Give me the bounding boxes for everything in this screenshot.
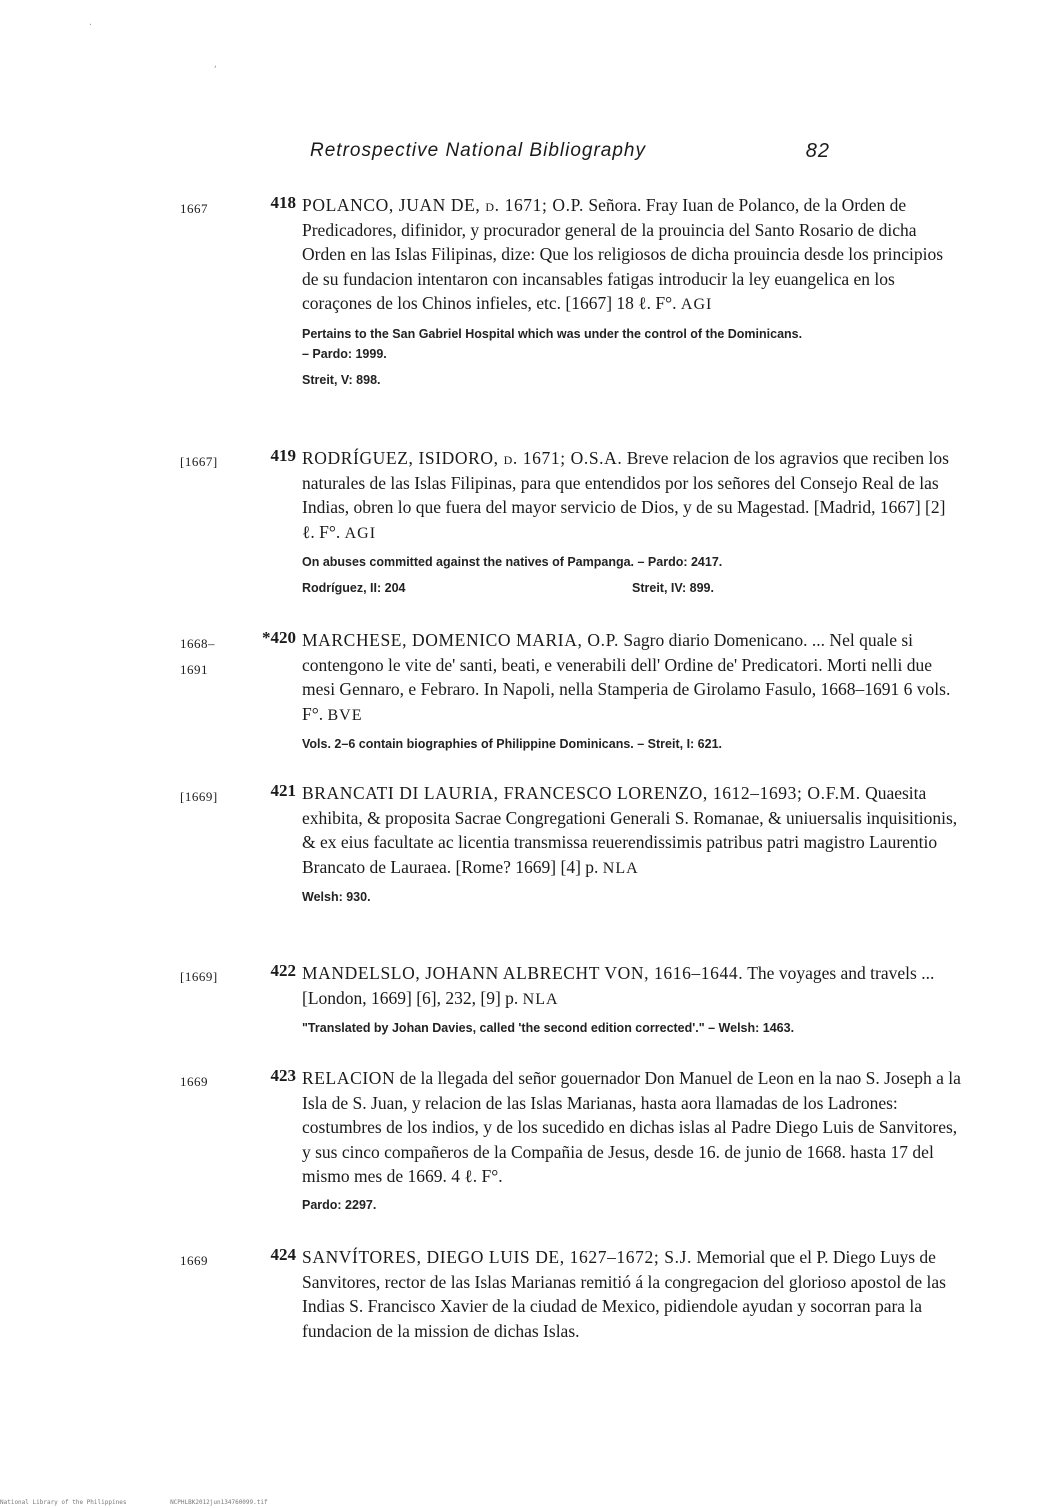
- entry-author: RODRÍGUEZ, ISIDORO, d. 1671; O.S.A.: [302, 448, 623, 468]
- entry-citation: [302, 961, 962, 1012]
- entry-author: POLANCO, JUAN DE, d. 1671; O.P.: [302, 195, 585, 215]
- scan-footer: [0, 1499, 268, 1506]
- entry-reference: Streit, V: 898.: [302, 372, 381, 387]
- entry-text: Memorial que el P. Diego Luys de Sanvitores, rector de las Islas Marianas remitió á la congregacion del glorioso apostol de las Indias S. Francisco Xavier de la ciudad de Mexico, pidiendole ayudan y socorran para la fundacion de la mission de dichas Islas.: [302, 1247, 946, 1341]
- entry-note: "Translated by Johan Davies, called 'the second edition corrected'." – Welsh: 1463.: [302, 1021, 795, 1035]
- entry-citation: [302, 628, 962, 728]
- entry-citation: [302, 446, 962, 546]
- entry-419: [180, 446, 980, 598]
- entry-421: [180, 781, 980, 907]
- entry-text: Quaesita exhibita, & proposita Sacrae Congregationi Generali S. Romanae, & uniuersalis inquisitionis, & ex eius facultate ac licentia transmissa reuerendissimis patribus patri magistro Laurentio Brancato de Lauraea. [Rome? 1669] [4] p.: [302, 783, 958, 877]
- entry-date: 1669: [180, 1253, 208, 1268]
- entry-number: *420: [262, 628, 296, 647]
- entry-number: 423: [270, 1066, 296, 1085]
- entry-date: [1669]: [180, 789, 218, 804]
- entry-number: 424: [270, 1245, 296, 1264]
- entry-424: [180, 1245, 980, 1343]
- entry-author: SANVÍTORES, DIEGO LUIS DE, 1627–1672; S.J.: [302, 1247, 692, 1267]
- entry-date: 1667: [180, 201, 208, 216]
- entry-author: RELACION: [302, 1068, 396, 1088]
- entry-note-line: Pertains to the San Gabriel Hospital which was under the control of the Dominicans.: [302, 326, 803, 341]
- entry-location: BVE: [327, 706, 363, 724]
- entry-date-end: 1691: [180, 662, 208, 677]
- entry-references: [302, 578, 962, 598]
- entry-text: The voyages and travels ... [London, 1669] [6], 232, [9] p.: [302, 963, 935, 1008]
- footer-library: National Library of the Philippines: [0, 1499, 127, 1506]
- entry-citation: [302, 1245, 962, 1343]
- entry-text: Breve relacion de los agravios que reciben los naturales de las Islas Filipinas, para que entendidos por los señores del Consejo Real de las Indias, obren lo que fuera del mayor servicio de Dios, y de su Magestad. [Madrid, 1667] [2] ℓ. F°.: [302, 448, 949, 542]
- entry-location: AGI: [344, 524, 377, 542]
- entry-reference: Pardo: 2297.: [302, 1197, 377, 1212]
- entry-date-start: 1668–: [180, 636, 215, 651]
- entry-citation: [302, 193, 962, 318]
- entry-note: Vols. 2–6 contain biographies of Philippine Dominicans. – Streit, I: 621.: [302, 737, 723, 751]
- entry-date: 1669: [180, 1074, 208, 1089]
- entry-note: On abuses committed against the natives of Pampanga. – Pardo: 2417.: [302, 555, 723, 569]
- entry-number: 421: [270, 781, 296, 800]
- entry-author: MANDELSLO, JOHANN ALBRECHT VON, 1616–1644.: [302, 963, 744, 983]
- scan-mark: ·: [88, 20, 93, 29]
- entry-date: [1667]: [180, 454, 218, 469]
- footer-filename: NCPHLBK2012jun134760099.tif: [170, 1499, 268, 1506]
- entry-location: AGI: [680, 296, 713, 313]
- entry-number: 419: [270, 446, 296, 465]
- entry-note-line: – Pardo: 1999.: [302, 346, 387, 361]
- entry-422: [180, 961, 980, 1038]
- entry-location: NLA: [522, 990, 559, 1008]
- entry-text: Señora. Fray Iuan de Polanco, de la Orden de Predicadores, difinidor, y procurador general de la prouincia del Santo Rosario de dicha Orden en las Islas Filipinas, dize: Que los religiosos de dicha prouincia desde los principios de su fundacion intentaron con incansables fatigas introducir la ley euangelica en los coraçones de los Chinos infieles, etc. [1667] 18 ℓ. F°.: [302, 195, 944, 313]
- entry-number: 422: [270, 961, 296, 980]
- entry-date: [180, 631, 250, 683]
- entry-423: [180, 1066, 980, 1215]
- entry-citation: [302, 1066, 962, 1189]
- page-header: [310, 140, 830, 162]
- entry-location: NLA: [602, 859, 639, 877]
- entry-note: [302, 324, 962, 364]
- entry-reference: Streit, IV: 899.: [632, 581, 714, 595]
- entry-reference: Welsh: 930.: [302, 890, 371, 904]
- entry-reference: Rodríguez, II: 204: [302, 581, 406, 595]
- entry-date: [1669]: [180, 969, 218, 984]
- entry-number: 418: [270, 193, 296, 212]
- entry-author: BRANCATI DI LAURIA, FRANCESCO LORENZO, 1612–1693; O.F.M.: [302, 783, 861, 803]
- entry-420: [180, 628, 980, 754]
- header-title: Retrospective National Bibliography: [310, 140, 646, 161]
- entry-citation: [302, 781, 962, 881]
- entry-418: [180, 193, 980, 390]
- entry-author: MARCHESE, DOMENICO MARIA, O.P.: [302, 630, 619, 650]
- page-number: 82: [805, 140, 830, 162]
- entry-text: Sagro diario Domenicano. ... Nel quale si contengono le vite de' santi, beati, e venerabili dell' Ordine de' Predicatori. Morti nelli due mesi Gennaro, e Febraro. In Napoli, nella Stamperia de Girolamo Fasulo, 1668–1691 6 vols. F°.: [302, 630, 951, 724]
- entry-text: de la llegada del señor gouernador Don Manuel de Leon en la nao S. Joseph a la Isla de S. Juan, y relacion de las Islas Marianas, hasta aora llamadas de los Ladrones: costumbres de los indios, y de los sucedido en dichas islas al Padre Diego Luis de Sanvitores, y sus cinco compañeros de la Compañia de Jesus, desde 16. de junio de 1668. hasta 17 del mismo mes de 1669. 4 ℓ. F°.: [302, 1068, 961, 1186]
- scan-mark: ,: [213, 60, 218, 69]
